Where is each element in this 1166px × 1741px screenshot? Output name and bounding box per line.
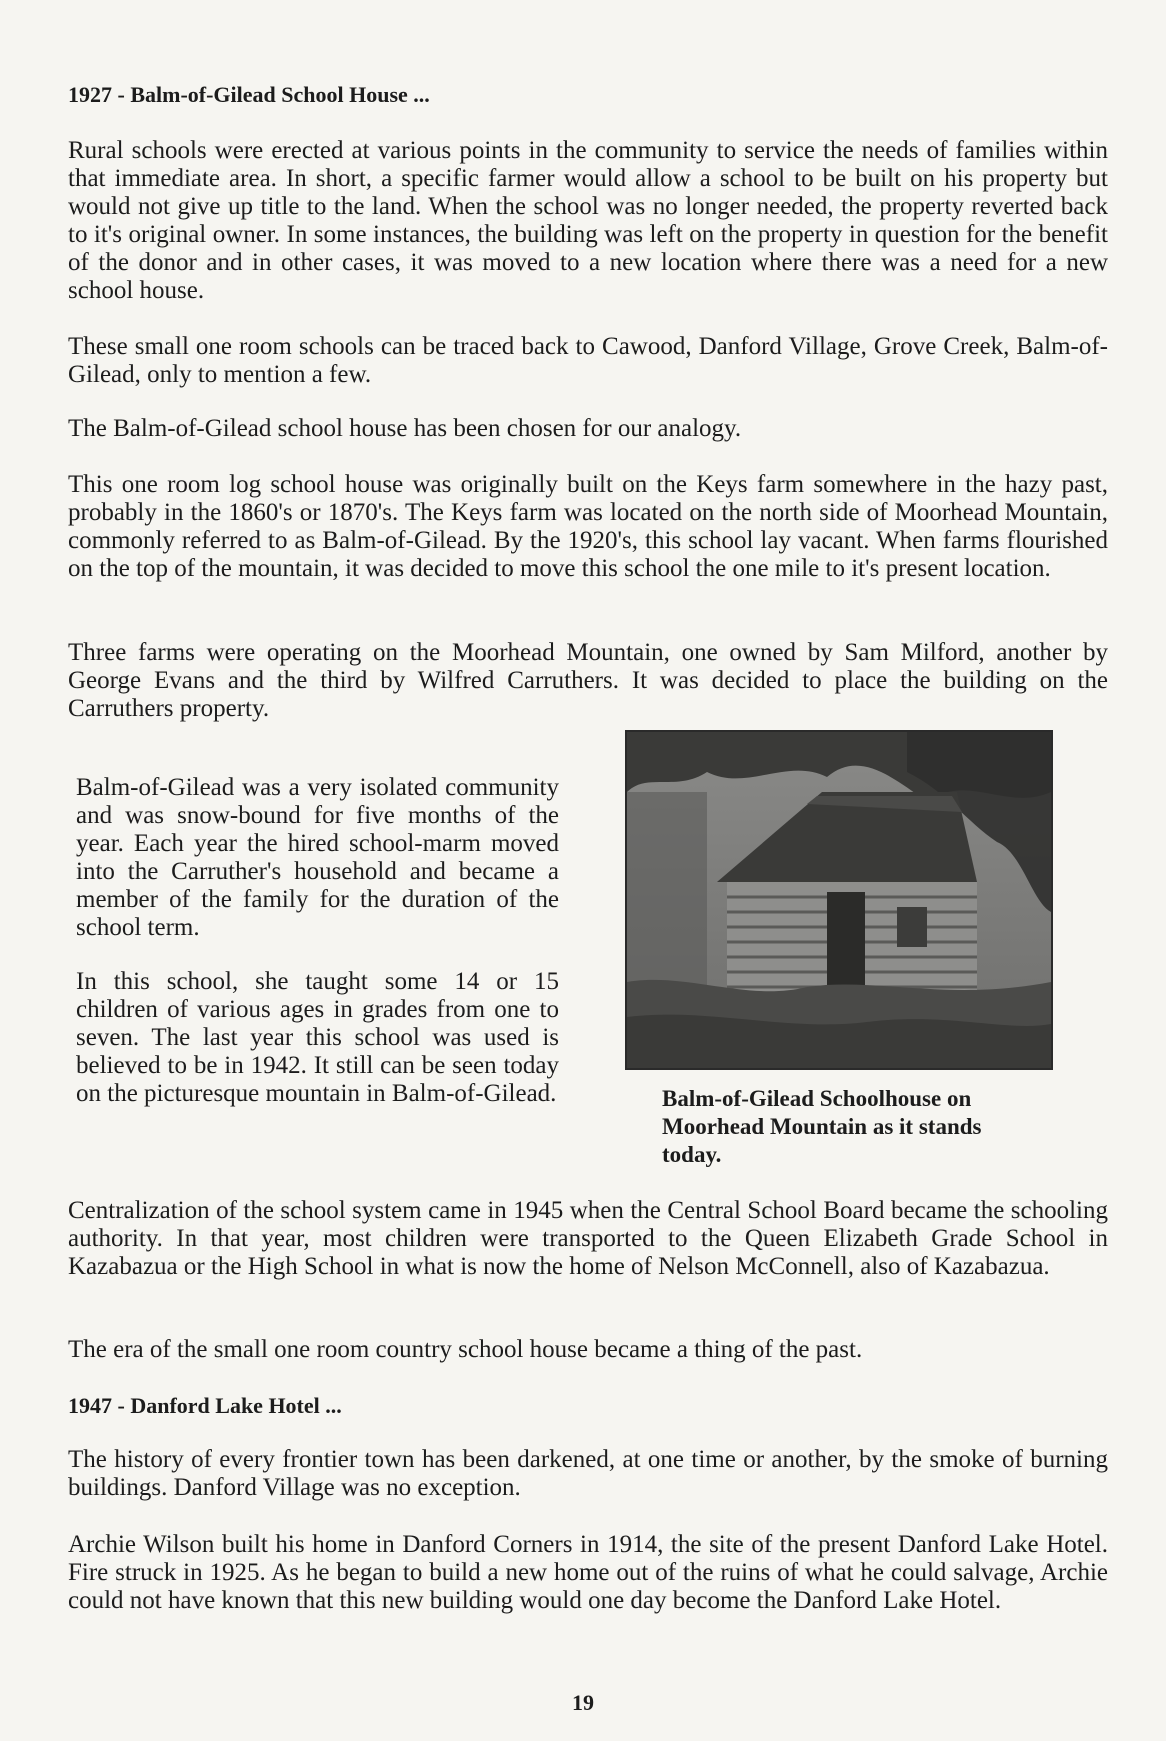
paragraph-centralization: Centralization of the school system came in 1945 when the Central School Board became the schooling authority. In that year, most children were transported to the Queen Elizabeth Grade School in Kazabazua or the High School in what is now the home of Nelson McConnell, also of Kazabazua. xyxy=(68,1197,1108,1280)
section-heading-danford-lake-hotel: 1947 - Danford Lake Hotel ... xyxy=(68,1393,342,1418)
paragraph-isolated-community: Balm-of-Gilead was a very isolated community and was snow-bound for five months of the year. Each year the hired school-marm moved into the Carruther's household and became a member of the family for the duration of the school term. xyxy=(76,774,559,941)
paragraph-archie-wilson: Archie Wilson built his home in Danford Corners in 1914, the site of the present Danford Lake Hotel. Fire struck in 1925. As he began to build a new home out of the ruins of what he could salvage, Archie could not have known that this new building would one day become the Danford Lake Hotel. xyxy=(68,1531,1108,1614)
paragraph-frontier-fires: The history of every frontier town has been darkened, at one time or another, by the smoke of burning buildings. Danford Village was no exception. xyxy=(68,1446,1108,1501)
paragraph-rural-schools: Rural schools were erected at various points in the community to service the needs of families within that immediate area. In short, a specific farmer would allow a school to be built on his property but would not give up title to the land. When the school was no longer needed, the property reverted back to it's original owner. In some instances, the building was left on the property in question for the benefit of the donor and in other cases, it was moved to a new location where there was a need for a new school house. xyxy=(68,137,1108,304)
paragraph-three-farms: Three farms were operating on the Moorhead Mountain, one owned by Sam Milford, another by George Evans and the third by Wilfred Carruthers. It was decided to place the building on the Carruthers property. xyxy=(68,639,1108,722)
paragraph-school-pupils: In this school, she taught some 14 or 15 children of various ages in grades from one to seven. The last year this school was used is believed to be in 1942. It still can be seen today on the picturesque mountain in Balm-of-Gilead. xyxy=(76,968,559,1107)
paragraph-one-room-schools: These small one room schools can be traced back to Cawood, Danford Village, Grove Creek, Balm-of-Gilead, only to mention a few. xyxy=(68,333,1108,388)
paragraph-keys-farm: This one room log school house was originally built on the Keys farm somewhere in the hazy past, probably in the 1860's or 1870's. The Keys farm was located on the north side of Moorhead Mountain, commonly referred to as Balm-of-Gilead. By the 1920's, this school lay vacant. When farms flourished on the top of the mountain, it was decided to move this school the one mile to it's present location. xyxy=(68,471,1108,582)
photo-caption: Balm-of-Gilead Schoolhouse on Moorhead Mountain as it stands today. xyxy=(662,1086,982,1167)
section-heading-balm-of-gilead: 1927 - Balm-of-Gilead School House ... xyxy=(68,82,430,107)
page-number: 19 xyxy=(572,1690,594,1715)
paragraph-era-ended: The era of the small one room country school house became a thing of the past. xyxy=(68,1336,863,1363)
schoolhouse-photo xyxy=(625,730,1053,1070)
paragraph-analogy: The Balm-of-Gilead school house has been chosen for our analogy. xyxy=(68,415,742,442)
